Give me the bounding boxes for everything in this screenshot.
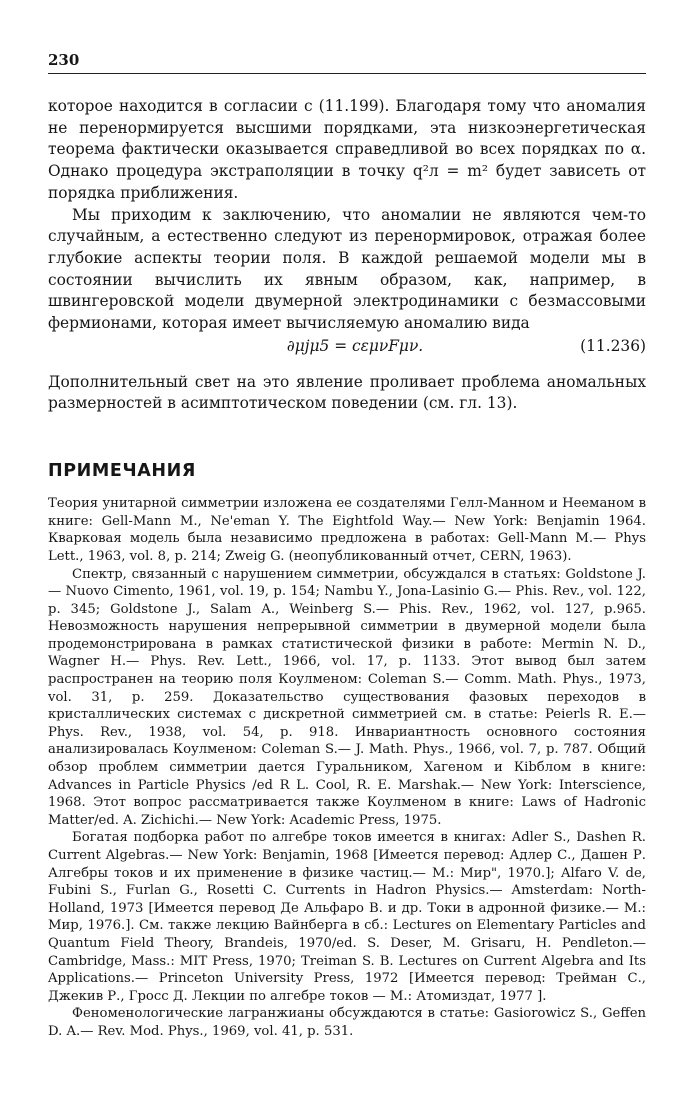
- equation-number: (11.236): [580, 336, 646, 355]
- note-paragraph-4: Феноменологические лагранжианы обсуждаются в статье: Gasiorowicz S., Geffen D. A.— Rev. Mod. Phys., 1969, vol. 41, p. 531.: [48, 1006, 646, 1039]
- main-paragraph-2: Мы приходим к заключению, что аномалии не являются чем-то случайным, а естественно следуют из перенормировок, отражая более глубокие аспекты теории поля. В каждой решаемой модели мы в состоянии вычислить их явным образом, как, например, в швингеровской модели двумерной электродинамики с безмассовыми фермионами, которая имеет вычисляемую аномалию вида: [48, 205, 646, 333]
- page-body: [48, 96, 646, 1041]
- notes-section: [48, 495, 646, 1040]
- equation-formula: ∂μjμ5 = cεμνFμν.: [286, 336, 424, 355]
- note-paragraph-3: Богатая подборка работ по алгебре токов имеется в книгах: Adler S., Dashen R. Current Algebras.— New York: Benjamin, 1968 [Имеется перевод: Адлер С., Дашен Р. Алгебры токов и их применение в физике частиц.— М.: Мир", 1970.]; Alfaro V. de, Fubini S., Furlan G., Rosetti C. Currents in Hadron Physics.— Amsterdam: North-Holland, 1973 [Имеется перевод Де Альфаро В. и др. Токи в адронной физике.— М.: Мир, 1976.]. См. также лекцию Вайнберга в сб.: Lectures on Elementary Particles and Quantum Field Theory, Brandeis, 1970/ed. S. Deser, M. Grisaru, H. Pendleton.— Cambridge, Mass.: MIT Press, 1970; Treiman S. B. Lectures on Current Algebra and Its Applications.— Princeton University Press, 1972 [Имеется перевод: Трейман С., Джекив Р., Гросс Д. Лекции по алгебре токов — М.: Атомиздат, 1977 ].: [48, 830, 646, 1004]
- main-paragraph-3: Дополнительный свет на это явление проливает проблема аномальных размерностей в асимптотическом поведении (см. гл. 13).: [48, 372, 646, 413]
- equation-11-236: [48, 335, 646, 357]
- page-number: 230: [48, 51, 80, 69]
- header-rule: [48, 73, 646, 74]
- notes-heading: ПРИМЕЧАНИЯ: [48, 461, 196, 482]
- main-paragraph-1: которое находится в согласии с (11.199). Благодаря тому что аномалия не перенормируется высшими порядками, эта низкоэнергетическая теорема фактически оказывается справедливой во всех порядках по α. Однако процедура экстраполяции в точку q²л = m² будет зависеть от порядка приближения.: [48, 97, 646, 202]
- note-paragraph-2: Спектр, связанный с нарушением симметрии, обсуждался в статьях: Goldstone J.— Nuovo Cimento, 1961, vol. 19, p. 154; Nambu Y., Jona-Lasinio G.— Phis. Rev., vol. 122, p. 345; Goldstone J., Salam A., Weinberg S.— Phis. Rev., 1962, vol. 127, p.965. Невозможность нарушения непрерывной симметрии в двумерной модели была продемонстрирована в рамках статистической физики в работе: Mermin N. D., Wagner H.— Phys. Rev. Lett., 1966, vol. 17, p. 1133. Этот вывод был затем распространен на теорию поля Коулменом: Coleman S.— Comm. Math. Phys., 1973, vol. 31, p. 259. Доказательство существования фазовых переходов в кристаллических системах с дискретной симметрией см. в статье: Peierls R. E.— Phys. Rev., 1938, vol. 54, p. 918. Инвариантность основного состояния анализировалась Коулменом: Coleman S.— J. Math. Phys., 1966, vol. 7, p. 787. Общий обзор проблем симметрии дается Гуральником, Хагеном и Кibблом в книге: Advances in Particle Physics /ed R L. Cool, R. E. Marshak.— New York: Interscience, 1968. Этот вопрос рассматривается также Коулменом в книге: Laws of Hadronic Matter/ed. A. Zichichi.— New York: Academic Press, 1975.: [48, 566, 646, 828]
- page-header: [48, 51, 646, 75]
- main-text: [48, 96, 646, 415]
- note-paragraph-1: Теория унитарной симметрии изложена ее создателями Гелл-Манном и Нееманом в книге: Gell-Mann M., Ne'eman Y. The Eightfold Way.— New York: Benjamin 1964. Кварковая модель была независимо предложена в работах: Gell-Mann M.— Phys Lett., 1963, vol. 8, p. 214; Zweig G. (неопубликованный отчет, CERN, 1963).: [48, 496, 646, 564]
